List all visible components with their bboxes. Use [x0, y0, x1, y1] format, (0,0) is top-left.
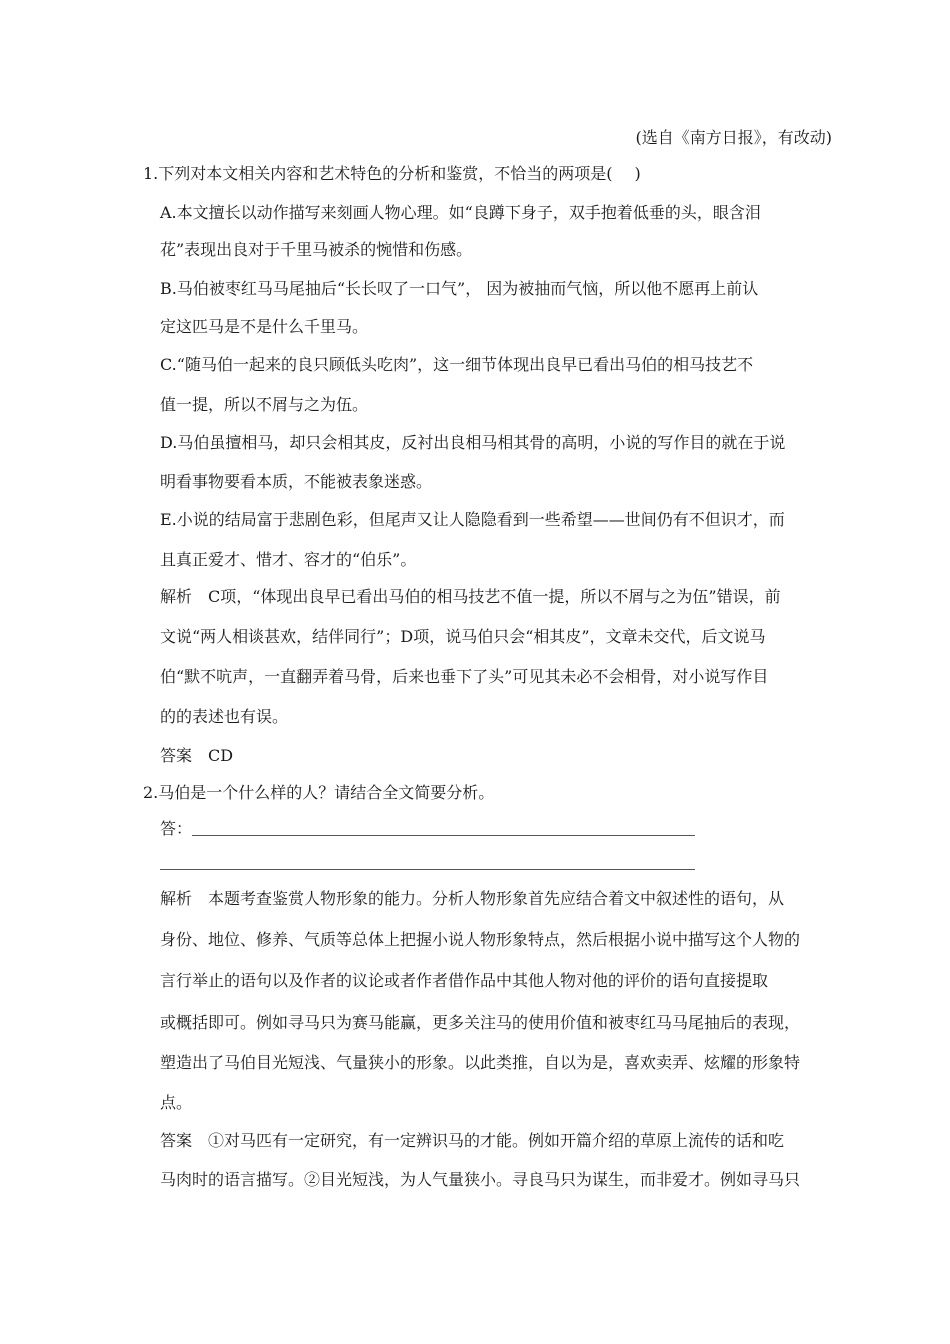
q1-analysis-line1: 解析 C项，“体现出良早已看出马伯的相马技艺不值一提，所以不屑与之为伍”错误，前 — [160, 587, 781, 606]
answer-blank-line-2[interactable] — [160, 869, 695, 870]
q1-analysis-line4: 的的表述也有误。 — [160, 707, 289, 726]
question-1-stem — [143, 164, 641, 184]
q2-answer-line2: 马肉时的语言描写。②目光短浅，为人气量狭小。寻良马只为谋生，而非爱才。例如寻马只 — [160, 1170, 801, 1189]
q2-answer-label: 答： — [160, 819, 193, 838]
option-c-line2: 值一提，所以不屑与之为伍。 — [160, 395, 369, 414]
option-a-line2: 花”表现出良对于千里马被杀的惋惜和伤感。 — [160, 240, 473, 259]
option-b-line1: B.马伯被枣红马马尾抽后“长长叹了一口气”， 因为被抽而气恼，所以他不愿再上前认 — [160, 279, 759, 298]
question-1-stem-close: ) — [634, 164, 641, 183]
source-citation: (选自《南方日报》，有改动) — [635, 128, 832, 147]
q2-analysis-line1: 解析 本题考查鉴赏人物形象的能力。分析人物形象首先应结合着文中叙述性的语句，从 — [160, 889, 785, 908]
answer-blank-line-1[interactable] — [192, 835, 695, 836]
q2-analysis-line5: 塑造出了马伯目光短浅、气量狭小的形象。以此类推，自以为是，喜欢卖弄、炫耀的形象特 — [160, 1053, 801, 1072]
q1-answer: 答案 CD — [160, 746, 234, 765]
q1-analysis-line2: 文说“两人相谈甚欢，结伴同行”；D项，说马伯只会“相其皮”，文章未交代，后文说马 — [160, 627, 766, 646]
option-a-line1: A.本文擅长以动作描写来刻画人物心理。如“良蹲下身子，双手抱着低垂的头，眼含泪 — [160, 203, 761, 222]
q2-analysis-line6: 点。 — [160, 1093, 193, 1112]
q2-analysis-line4: 或概括即可。例如寻马只为赛马能赢，更多关注马的使用价值和被枣红马马尾抽后的表现， — [160, 1013, 801, 1032]
option-d-line1: D.马伯虽擅相马，却只会相其皮，反衬出良相马相其骨的高明，小说的写作目的就在于说 — [160, 433, 786, 452]
option-e-line2: 且真正爱才、惜才、容才的“伯乐”。 — [160, 550, 417, 569]
q2-analysis-line2: 身份、地位、修养、气质等总体上把握小说人物形象特点，然后根据小说中描写这个人物的 — [160, 930, 801, 949]
option-b-line2: 定这匹马是不是什么千里马。 — [160, 317, 369, 336]
q2-analysis-line3: 言行举止的语句以及作者的议论或者作者借作品中其他人物对他的评价的语句直接提取 — [160, 971, 769, 990]
option-c-line1: C.“随马伯一起来的良只顾低头吃肉”，这一细节体现出良早已看出马伯的相马技艺不 — [160, 355, 754, 374]
option-e-line1: E.小说的结局富于悲剧色彩，但尾声又让人隐隐看到一些希望——世间仍有不但识才，而 — [160, 510, 785, 529]
option-d-line2: 明看事物要看本质，不能被表象迷惑。 — [160, 472, 433, 491]
question-1-stem-text: 1.下列对本文相关内容和艺术特色的分析和鉴赏，不恰当的两项是( — [143, 164, 613, 183]
q2-answer-line1: 答案 ①对马匹有一定研究，有一定辨识马的才能。例如开篇介绍的草原上流传的话和吃 — [160, 1131, 785, 1150]
question-2-stem: 2.马伯是一个什么样的人？请结合全文简要分析。 — [143, 783, 495, 802]
q1-analysis-line3: 伯“默不吭声，一直翻弄着马骨，后来也垂下了头”可见其未必不会相骨，对小说写作目 — [160, 667, 769, 686]
